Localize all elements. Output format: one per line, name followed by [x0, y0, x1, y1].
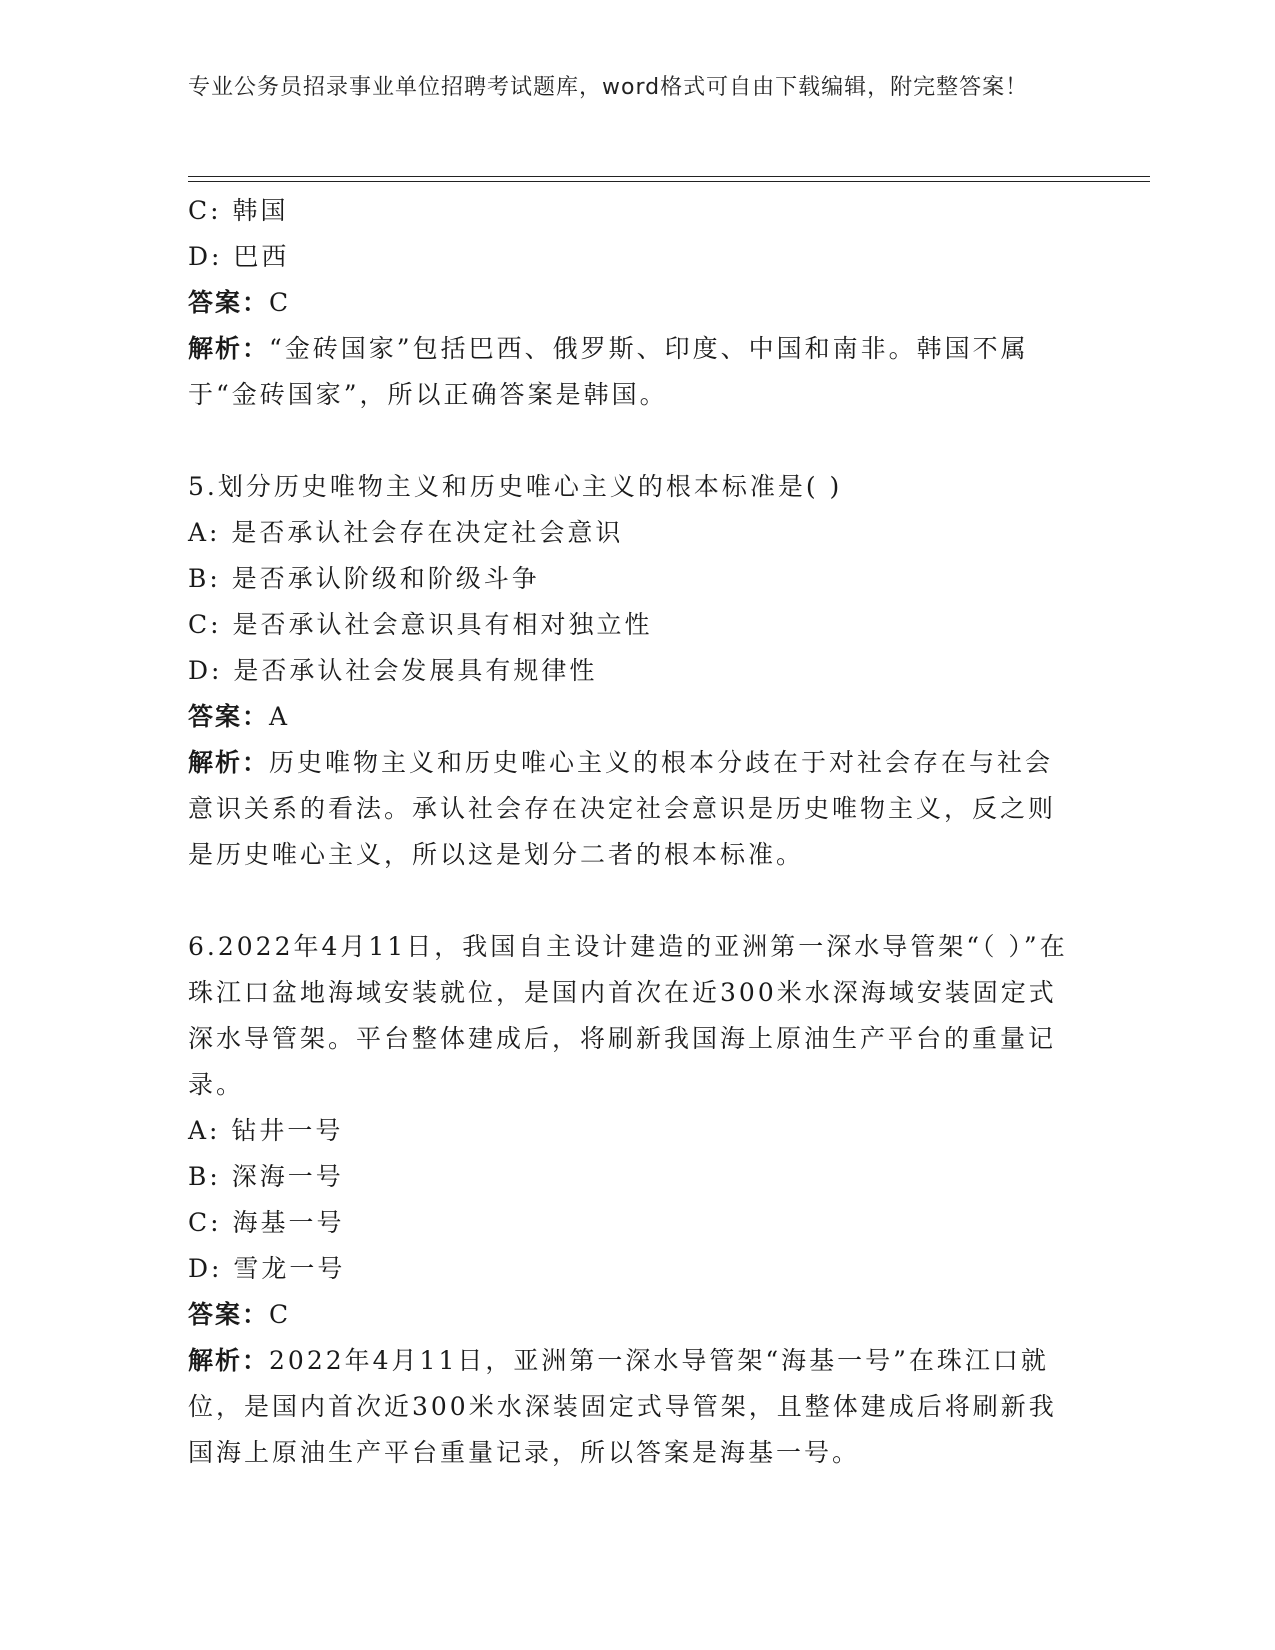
- q4-answer-value: C: [269, 288, 292, 317]
- q6-answer-value: C: [269, 1300, 292, 1329]
- q5-explanation-text: 历史唯物主义和历史唯心主义的根本分歧在于对社会存在与社会意识关系的看法。承认社会存在决定社会意识是历史唯物主义，反之则是历史唯心主义，所以这是划分二者的根本标准。: [188, 748, 1057, 869]
- q5-question: 5.划分历史唯物主义和历史唯心主义的根本标准是( ): [188, 472, 843, 501]
- q5-explanation: [188, 740, 1068, 878]
- q6-option-b: B: 深海一号: [188, 1162, 344, 1191]
- page-header: 专业公务员招录事业单位招聘考试题库，word格式可自由下载编辑，附完整答案！: [188, 75, 1029, 100]
- question-content: [188, 188, 1088, 1476]
- q6-explanation-text: 2022年4月11日，亚洲第一深水导管架“海基一号”在珠江口就位，是国内首次近300米水深装固定式导管架，且整体建成后将刷新我国海上原油生产平台重量记录，所以答案是海基一号。: [188, 1346, 1057, 1467]
- q6-answer-label: 答案：: [188, 1300, 270, 1329]
- header-divider-top: [188, 176, 1150, 177]
- spacer: [188, 418, 1088, 464]
- q6-option-a: A: 钻井一号: [188, 1116, 344, 1145]
- q6-explanation-label: 解析：: [188, 1346, 270, 1375]
- q4-answer-label: 答案：: [188, 288, 270, 317]
- q6-answer: [188, 1292, 1088, 1338]
- q5-option-d: D: 是否承认社会发展具有规律性: [188, 656, 598, 685]
- q4-answer: [188, 280, 1088, 326]
- q6-option-c: C: 海基一号: [188, 1208, 345, 1237]
- q5-answer-value: A: [269, 702, 291, 731]
- q5-explanation-label: 解析：: [188, 748, 270, 777]
- q4-explanation-text: “金砖国家”包括巴西、俄罗斯、印度、中国和南非。韩国不属于“金砖国家”，所以正确答案是韩国。: [188, 334, 1029, 409]
- q6-question: 6.2022年4月11日，我国自主设计建造的亚洲第一深水导管架“（ ）”在珠江口盆地海域安装就位，是国内首次在近300米水深海域安装固定式深水导管架。平台整体建成后，将刷新我国海上原油生产平台的重量记录。: [188, 932, 1068, 1099]
- q4-explanation-label: 解析：: [188, 334, 270, 363]
- q4-option-d: D: 巴西: [188, 242, 290, 271]
- q5-option-a: A: 是否承认社会存在决定社会意识: [188, 518, 624, 547]
- q5-option-c: C: 是否承认社会意识具有相对独立性: [188, 610, 653, 639]
- q4-explanation: [188, 326, 1068, 418]
- header-divider-bottom: [188, 181, 1150, 182]
- q4-option-c: C: 韩国: [188, 196, 289, 225]
- q5-answer-label: 答案：: [188, 702, 270, 731]
- q5-answer: [188, 694, 1088, 740]
- q6-explanation: [188, 1338, 1068, 1476]
- spacer: [188, 878, 1088, 924]
- q6-option-d: D: 雪龙一号: [188, 1254, 346, 1283]
- q5-option-b: B: 是否承认阶级和阶级斗争: [188, 564, 540, 593]
